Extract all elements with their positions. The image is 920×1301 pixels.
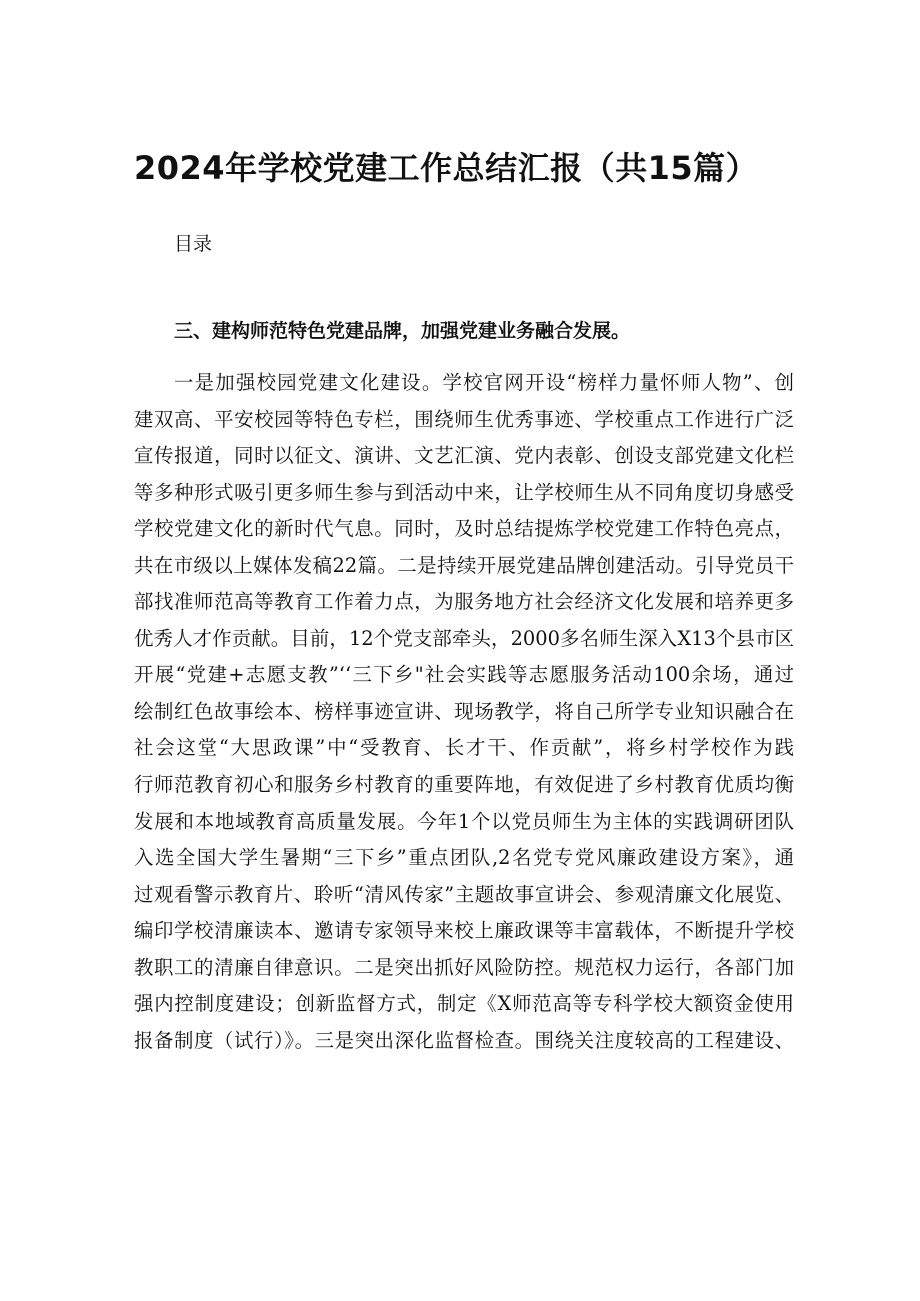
paragraph-line: 等多种形式吸引更多师生参与到活动中来，让学校师生从不同角度切身感受 <box>134 480 794 504</box>
paragraph-line: 宣传报道，同时以征文、演讲、文艺汇演、党内表彰、创设支部党建文化栏 <box>134 444 794 468</box>
paragraph-line: 绘制红色故事绘本、榜样事迹宣讲、现场教学，将自己所学专业知识融合在 <box>134 699 794 723</box>
paragraph-line: 报备制度（试行）》。三是突出深化监督检查。围绕关注度较高的工程建设、 <box>134 1028 794 1052</box>
document-title: 2024年学校党建工作总结汇报（共15篇） <box>134 149 759 187</box>
paragraph-line: 教职工的清廉自律意识。二是突出抓好风险防控。规范权力运行，各部门加 <box>134 955 794 979</box>
paragraph-line: 学校党建文化的新时代气息。同时，及时总结提炼学校党建工作特色亮点， <box>134 517 794 541</box>
paragraph-line: 过观看警示教育片、聆听“清风传家”主题故事宣讲会、参观清廉文化展览、 <box>134 882 794 906</box>
paragraph-line: 编印学校清廉读本、邀请专家领导来校上廉政课等丰富载体，不断提升学校 <box>134 919 794 943</box>
paragraph-line: 入选全国大学生暑期“三下乡”重点团队,2名党专党风廉政建设方案》，通 <box>134 846 794 870</box>
paragraph-line: 优秀人才作贡献。目前，12个党支部牵头，2000多名师生深入X13个县市区 <box>134 626 794 650</box>
paragraph-line: 共在市级以上媒体发稿22篇。二是持续开展党建品牌创建活动。引导党员干 <box>134 553 794 577</box>
paragraph-line: 一是加强校园党建文化建设。学校官网开设“榜样力量怀师人物”、创 <box>174 371 794 394</box>
paragraph-line: 社会这堂“大思政课”中“受教育、长才干、作贡献”，将乡村学校作为践 <box>134 736 794 760</box>
paragraph-line: 行师范教育初心和服务乡村教育的重要阵地，有效促进了乡村教育优质均衡 <box>134 773 794 797</box>
paragraph-line: 部找准师范高等教育工作着力点，为服务地方社会经济文化发展和培养更多 <box>134 590 794 614</box>
table-of-contents-label: 目录 <box>174 233 213 255</box>
paragraph-line: 建双高、平安校园等特色专栏，围绕师生优秀事迹、学校重点工作进行广泛 <box>134 407 794 431</box>
paragraph-line: 开展“党建+志愿支教”‘‘三下乡"社会实践等志愿服务活动100余场，通过 <box>134 663 794 687</box>
paragraph-line: 强内控制度建设；创新监督方式，制定《X师范高等专科学校大额资金使用 <box>134 992 794 1016</box>
section-heading: 三、建构师范特色党建品牌，加强党建业务融合发展。 <box>174 320 631 342</box>
paragraph-line: 发展和本地域教育高质量发展。今年1个以党员师生为主体的实践调研团队 <box>134 809 794 833</box>
body-paragraph <box>134 365 794 1059</box>
